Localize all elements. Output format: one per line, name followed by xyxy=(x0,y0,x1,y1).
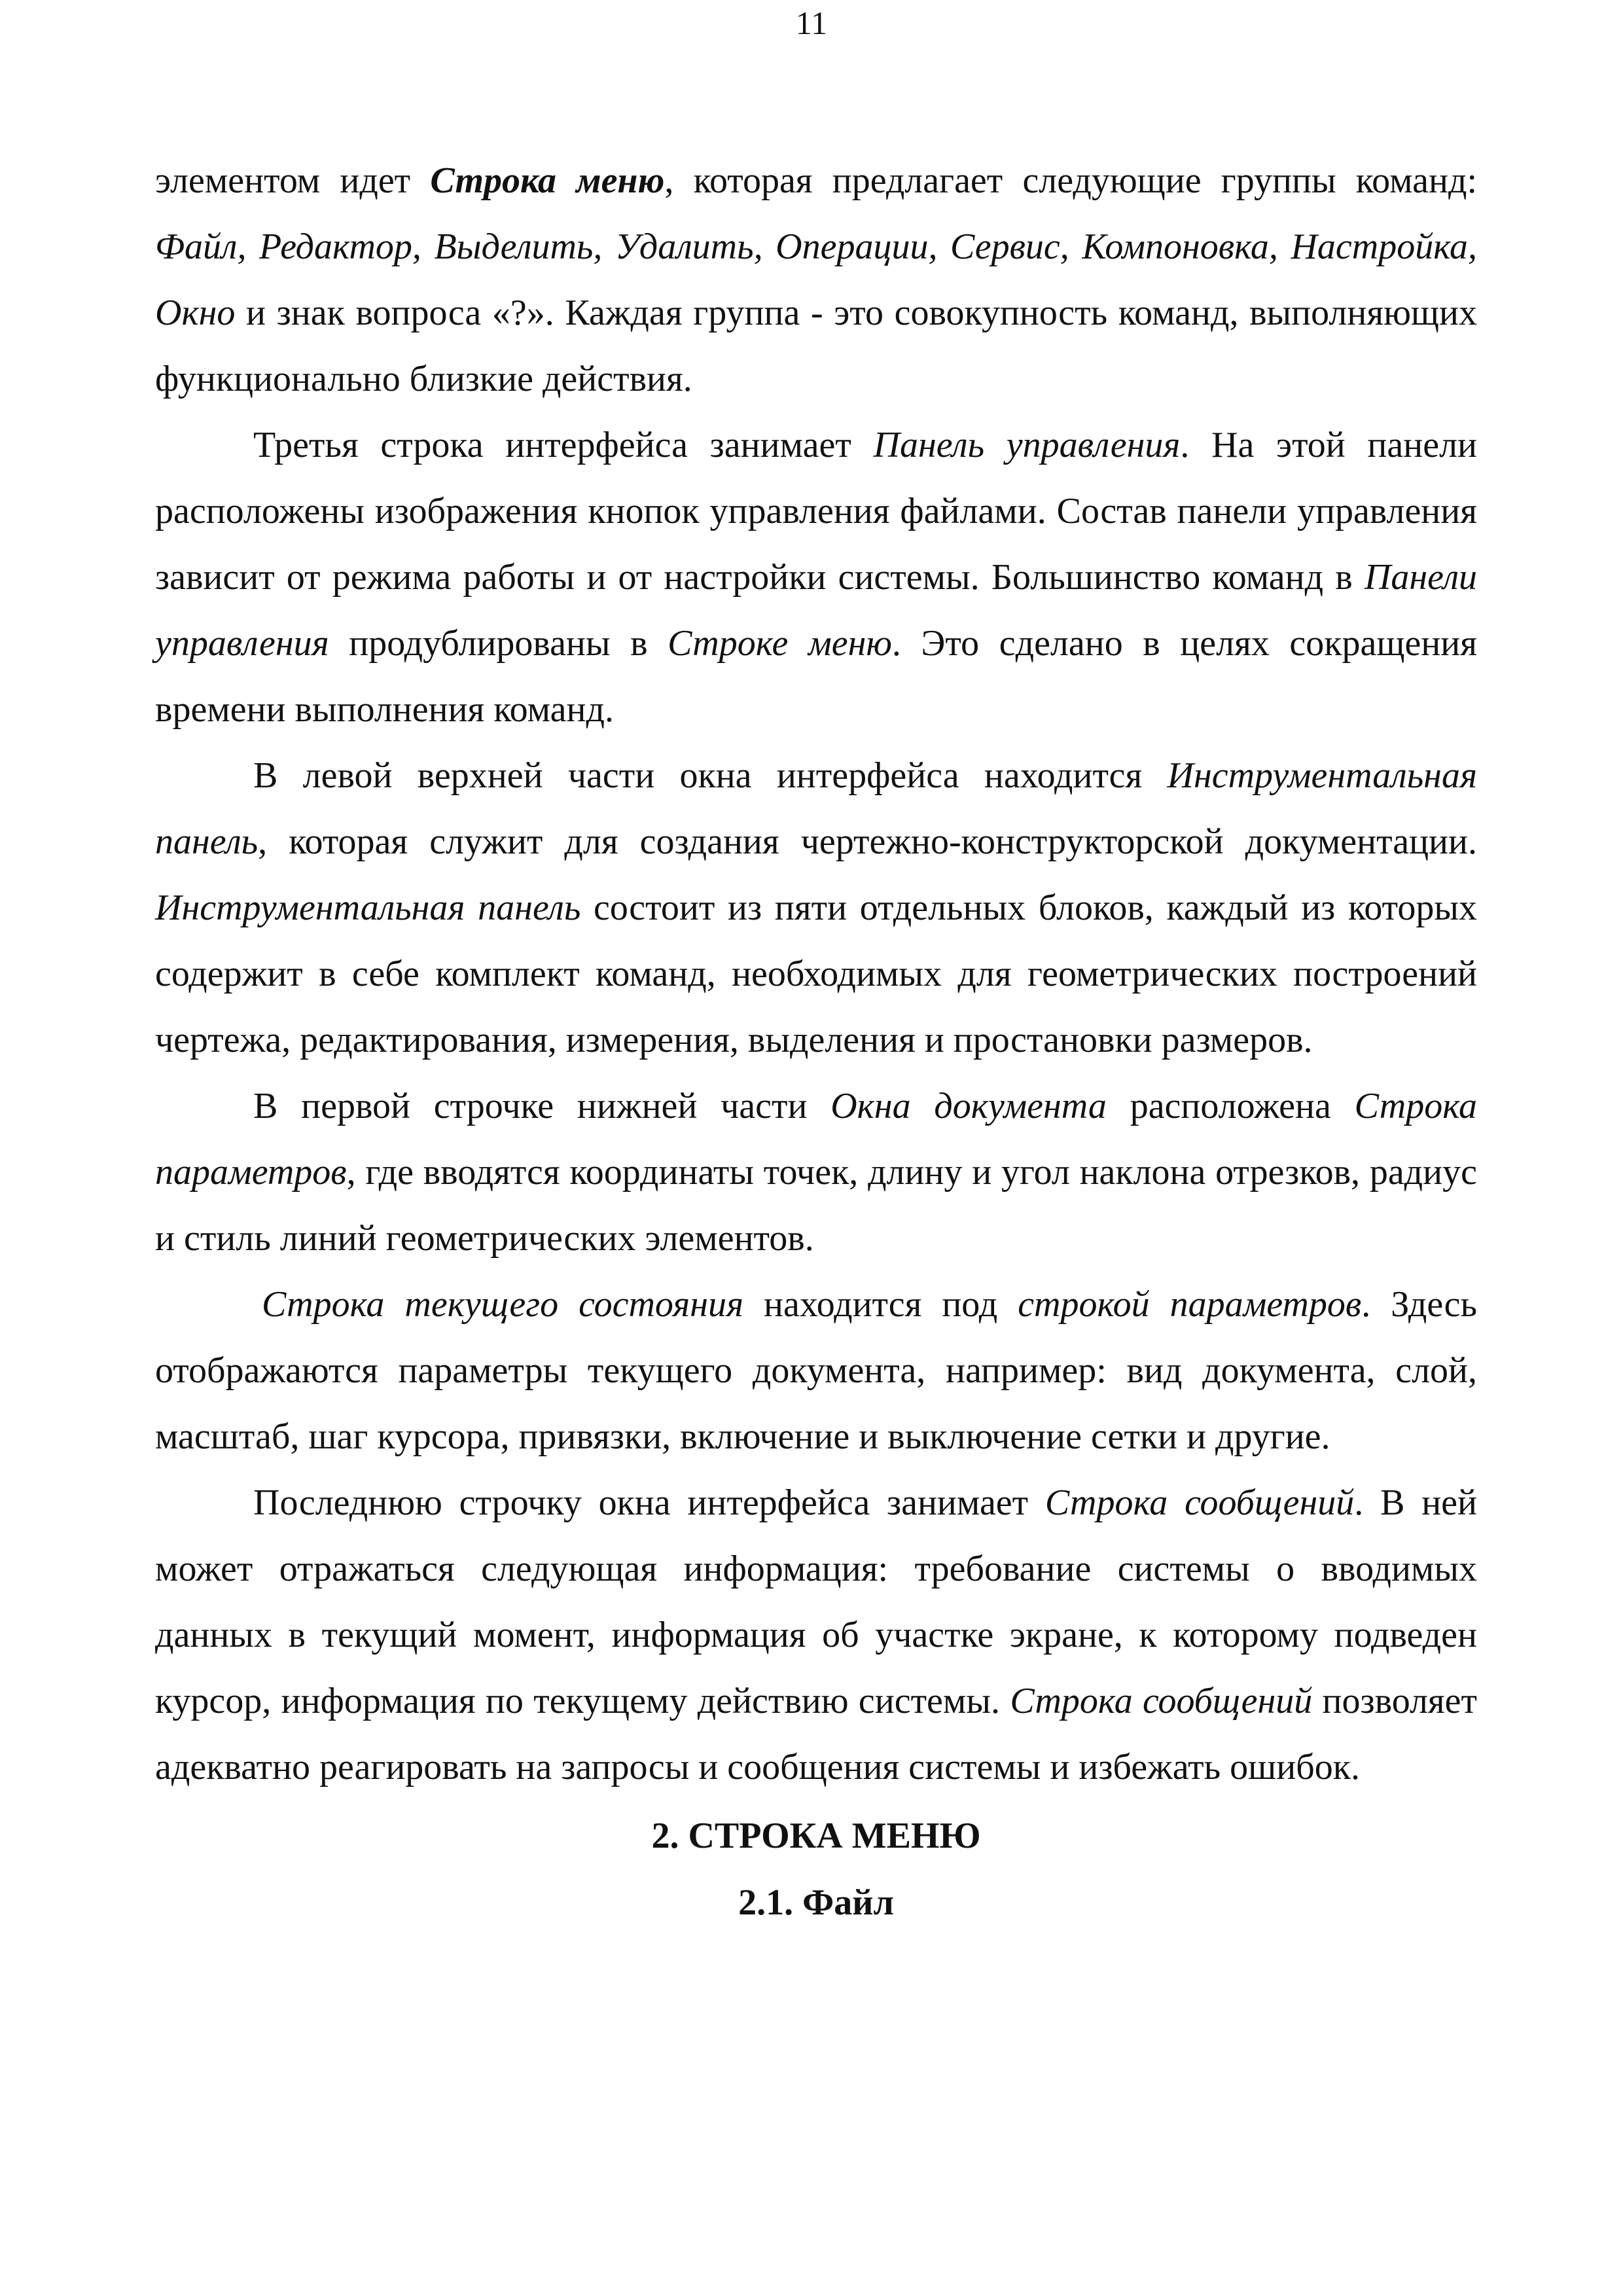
document-body xyxy=(155,148,1477,1936)
emphasized-text: Строка сообщений xyxy=(1044,1482,1355,1523)
text-run: , где вводятся координаты точек, длину и угол наклона отрезков, радиус и стиль линий геометрических элементов. xyxy=(155,1152,1477,1259)
emphasized-text: строкой параметров xyxy=(1018,1284,1362,1325)
emphasized-text: Окна документа xyxy=(830,1086,1107,1126)
paragraph xyxy=(155,743,1477,1073)
emphasized-text: Панель управления xyxy=(873,425,1181,465)
text-run: Третья строка интерфейса занимает xyxy=(253,425,874,465)
emphasized-text: Инструментальная панель xyxy=(155,755,1477,862)
paragraph xyxy=(155,1272,1477,1470)
text-run: , которая предлагает следующие группы команд: xyxy=(664,160,1477,201)
paragraph xyxy=(155,148,1477,412)
section-heading: 2. СТРОКА МЕНЮ xyxy=(651,1816,981,1856)
emphasized-text: Строка текущего состояния xyxy=(262,1284,743,1325)
emphasized-text: Инструментальная панель xyxy=(155,888,581,928)
text-run: В первой строчке нижней части xyxy=(253,1086,831,1126)
emphasized-text: Строка параметров xyxy=(155,1086,1477,1193)
emphasized-text: Строка меню xyxy=(430,160,665,201)
text-run: позволяет адекватно реагировать на запросы и сообщения системы и избежать ошибок. xyxy=(155,1681,1477,1787)
emphasized-text: Строка сообщений xyxy=(1010,1681,1313,1721)
text-run: состоит из пяти отдельных блоков, каждый из которых содержит в себе комплект команд, необходимых для геометрических построений чертежа, редактирования, измерения, выделения и простановки размеров. xyxy=(155,888,1477,1060)
text-run: . На этой панели расположены изображения кнопок управления файлами. Состав панели управления зависит от режима работы и от настройки системы. Большинство команд в xyxy=(155,425,1477,598)
paragraph xyxy=(155,412,1477,743)
text-run: . Здесь отображаются параметры текущего документа, например: вид документа, слой, масштаб, шаг курсора, привязки, включение и выключение сетки и другие. xyxy=(155,1284,1477,1457)
paragraph-list xyxy=(155,148,1477,1801)
text-run: продублированы в xyxy=(329,623,668,664)
paragraph xyxy=(155,1073,1477,1272)
page-number: 11 xyxy=(795,5,828,41)
text-run: расположена xyxy=(1106,1086,1355,1126)
emphasized-text: Строке меню xyxy=(668,623,892,664)
text-run: , которая служит для создания чертежно-конструкторской документации. xyxy=(258,821,1477,862)
emphasized-text: Файл, Редактор, Выделить, Удалить, Операции, Сервис, Компоновка, Настройка, Окно xyxy=(155,226,1477,333)
text-run: . Это сделано в целях сокращения времени выполнения команд. xyxy=(155,623,1478,730)
subsection-heading: 2.1. Файл xyxy=(738,1882,894,1923)
text-run: В левой верхней части окна интерфейса находится xyxy=(253,755,1168,796)
text-run: . В ней может отражаться следующая информация: требование системы о вводимых данных в текущий момент, информация об участке экране, к которому подведен курсор, информация по текущему действию системы. xyxy=(155,1482,1477,1721)
text-run: и знак вопроса «?». Каждая группа - это совокупность команд, выполняющих функционально близкие действия. xyxy=(155,293,1477,399)
text-run: Последнюю строчку окна интерфейса занимает xyxy=(253,1482,1045,1523)
text-run: находится под xyxy=(743,1284,1018,1325)
text-run: элементом идет xyxy=(155,160,431,201)
paragraph xyxy=(155,1470,1477,1801)
emphasized-text: Панели управления xyxy=(155,557,1477,664)
